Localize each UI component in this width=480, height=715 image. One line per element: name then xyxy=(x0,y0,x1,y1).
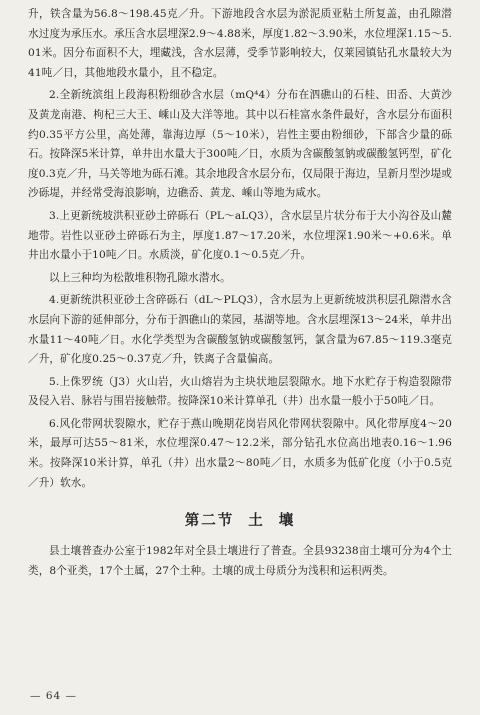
paragraph-5: 4.更新统洪积亚砂土含碎砾石（dL～PLQ3），含水层为上更新统坡洪积层孔隙潜水含水层向下游的延伸部分，分布于泗礁山的菜园，基湖等地。含水层埋深13～24米，单井出水量11～40吨／日。水化学类型为含碳酸氢钠或碳酸氢钙，氯含量为67.85～119.3毫克／升，矿化度0.25～0.37克／升，铁离子含量偏高。 xyxy=(28,294,452,366)
section-title-char-2: 壤 xyxy=(278,513,296,530)
paragraph-3: 3.上更新统坡洪积亚砂土碎砾石（PL～aLQ3），含水层呈片状分布于大小沟谷及山麓地带。岩性以亚砂土碎砾石为主，厚度1.87～17.20米，水位埋深1.90米～+0.6米。单井出水量小于10吨／日。水质淡，矿化度0.1～0.5克／升。 xyxy=(28,209,452,262)
page-content xyxy=(28,5,452,581)
page-number: — 64 — xyxy=(30,690,78,702)
paragraph-6: 5.上侏罗统（J3）火山岩，火山熔岩为主块状地层裂隙水。地下水贮存于构造裂隙带及侵入岩、脉岩与围岩接触带。按降深10米计算单孔（井）出水量一般小于50吨／日。 xyxy=(28,375,452,408)
section-title-char-1: 土 xyxy=(248,513,265,530)
section-title xyxy=(28,509,452,530)
paragraph-soil: 县土壤普查办公室于1982年对全县土壤进行了普查。全县93238亩土壤可分为4个土类，8个亚类，17个土属，27个土种。土壤的成土母质分为浅积和运积两类。 xyxy=(28,545,452,577)
paragraph-1: 升，铁含量为56.8～198.45克／升。下游地段含水层为淤泥质亚粘土所复盖，由孔隙潜水过度为承压水。承压含水层埋深2.9～4.88米，厚度1.82～3.90米，水位埋深1.15～5.01米。因分布面积不大，埋藏浅，含水层薄，受季节影响较大，仅莱园镇钻孔水量较大为41吨／日，其他地段水量小，且不稳定。 xyxy=(28,8,452,79)
paragraph-2: 2.全新统滨组上段海积粉细砂含水层（mQ⁴4）分布在泗礁山的石桂、田岙、大黄沙及黄龙南港、枸杞三大王、嵊山及大洋等地。其中以石桂富水条件最好，含水层分布面积约0.35平方公里，高处薄，靠海边厚（5～10米），岩性主要由粉细砂，下部含少量的砾石。按降深5米计算，单井出水量大于300吨／日，水质为含碳酸氢钠或碳酸氢钙型，矿化度0.3克／升，马关等地为砾石滩。其余地段含水层分布，仅局限于海边，呈新月型沙堤或沙砾堤，并经常受海浪影响，边礁岙、黄龙、嵊山等地为咸水。 xyxy=(28,89,452,200)
section-number: 第二节 xyxy=(184,513,235,530)
paragraph-7: 6.风化带网状裂隙水，贮存于燕山晚期花岗岩风化带网状裂隙中。风化带厚度4～20米，最厚可达55～81米，水位埋深0.47～12.2米，部分钻孔水位高出地表0.16～1.96米。按降深10米计算，单孔（井）出水量2～80吨／日，水质多为低矿化度（小于0.5克／升）软水。 xyxy=(28,417,452,489)
paragraph-4: 以上三种均为松散堆积物孔隙水潜水。 xyxy=(49,271,231,284)
